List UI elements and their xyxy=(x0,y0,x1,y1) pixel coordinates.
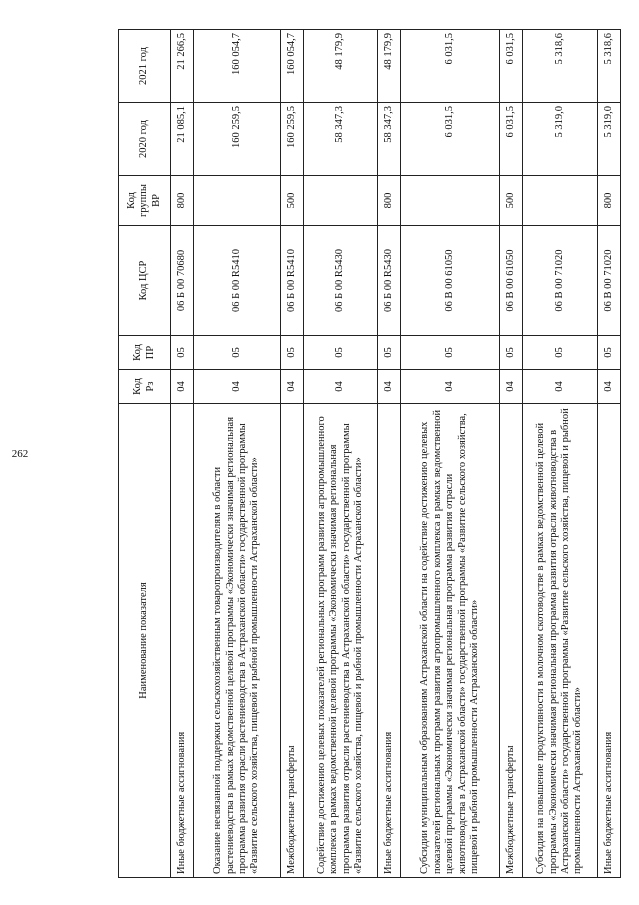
cell-pr: 05 xyxy=(194,336,281,370)
header-vr: Код группы ВР xyxy=(119,176,171,226)
table-row xyxy=(280,30,303,878)
cell-2021: 6 031,5 xyxy=(401,30,500,103)
table-row xyxy=(500,30,523,878)
cell-rz: 04 xyxy=(378,370,401,404)
cell-name: Субсидия на повышение продуктивности в молочном скотоводстве в рамках ведомственной целевой программы «Экономически значимая региональная программа развития отрасли животноводства в Астраханской области» государственной программы «Развитие сельского хозяйства, пищевой и рыбной промышленности Астраханской области» xyxy=(523,404,597,878)
table-row xyxy=(171,30,194,878)
cell-2020: 160 259,5 xyxy=(280,103,303,176)
cell-vr xyxy=(194,176,281,226)
cell-pr: 05 xyxy=(523,336,597,370)
cell-vr: 800 xyxy=(597,176,620,226)
cell-csr: 06 В 00 61050 xyxy=(500,226,523,336)
cell-2020: 6 031,5 xyxy=(401,103,500,176)
cell-pr: 05 xyxy=(378,336,401,370)
cell-pr: 05 xyxy=(500,336,523,370)
cell-2020: 5 319,0 xyxy=(597,103,620,176)
cell-pr: 05 xyxy=(597,336,620,370)
cell-vr xyxy=(523,176,597,226)
cell-csr: 06 В 00 61050 xyxy=(401,226,500,336)
cell-2020: 21 085,1 xyxy=(171,103,194,176)
cell-pr: 05 xyxy=(171,336,194,370)
table-row xyxy=(303,30,377,878)
cell-csr: 06 В 00 71020 xyxy=(523,226,597,336)
cell-name: Иные бюджетные ассигнования xyxy=(171,404,194,878)
cell-2021: 21 266,5 xyxy=(171,30,194,103)
cell-vr xyxy=(303,176,377,226)
cell-pr: 05 xyxy=(401,336,500,370)
header-csr: Код ЦСР xyxy=(119,226,171,336)
cell-csr: 06 Б 00 70680 xyxy=(171,226,194,336)
cell-rz: 04 xyxy=(597,370,620,404)
cell-csr: 06 В 00 71020 xyxy=(597,226,620,336)
cell-2020: 6 031,5 xyxy=(500,103,523,176)
cell-vr: 500 xyxy=(280,176,303,226)
cell-name: Оказание несвязанной поддержки сельскохозяйственным товаропроизводителям в области растениеводства в рамках ведомственной целевой программы «Экономически значимая региональная программа развития отрасли растениеводства в Астраханской области» государственной программы «Развитие сельского хозяйства, пищевой и рыбной промышленности Астраханской области» xyxy=(194,404,281,878)
cell-name: Межбюджетные трансферты xyxy=(280,404,303,878)
cell-2020: 160 259,5 xyxy=(194,103,281,176)
cell-rz: 04 xyxy=(523,370,597,404)
page-number: 262 xyxy=(11,448,29,460)
cell-vr: 500 xyxy=(500,176,523,226)
table-row xyxy=(194,30,281,878)
cell-rz: 04 xyxy=(194,370,281,404)
cell-name: Межбюджетные трансферты xyxy=(500,404,523,878)
cell-rz: 04 xyxy=(280,370,303,404)
cell-csr: 06 Б 00 R5430 xyxy=(378,226,401,336)
cell-name: Содействие достижению целевых показателей региональных программ развития агропромышленного комплекса в рамках ведомственной целевой программы «Экономически значимая региональная программа развития отрасли растениеводства в Астраханской области» государственной программы «Развитие сельского хозяйства, пищевой и рыбной промышленности Астраханской области» xyxy=(303,404,377,878)
cell-2021: 48 179,9 xyxy=(303,30,377,103)
table-row xyxy=(597,30,620,878)
table-row xyxy=(378,30,401,878)
header-rz: Код Рз xyxy=(119,370,171,404)
cell-2020: 5 319,0 xyxy=(523,103,597,176)
rotated-table-wrapper xyxy=(118,30,621,878)
cell-rz: 04 xyxy=(303,370,377,404)
cell-2021: 5 318,6 xyxy=(597,30,620,103)
cell-2020: 58 347,3 xyxy=(378,103,401,176)
cell-csr: 06 Б 00 R5430 xyxy=(303,226,377,336)
cell-vr: 800 xyxy=(378,176,401,226)
cell-rz: 04 xyxy=(500,370,523,404)
table-row xyxy=(523,30,597,878)
cell-2021: 5 318,6 xyxy=(523,30,597,103)
cell-2020: 58 347,3 xyxy=(303,103,377,176)
header-2021: 2021 год xyxy=(119,30,171,103)
table-body xyxy=(171,30,621,878)
cell-name: Субсидии муниципальным образованиям Астраханской области на содействие достижению целевых показателей региональных программ развития агропромышленного комплекса в рамках ведомственной целевой программы «Экономически значимая региональная программа развития отрасли животноводства в Астраханской области» государственной программы «Развитие сельского хозяйства, пищевой и рыбной промышленности Астраханской области» xyxy=(401,404,500,878)
cell-2021: 160 054,7 xyxy=(194,30,281,103)
cell-2021: 48 179,9 xyxy=(378,30,401,103)
cell-csr: 06 Б 00 R5410 xyxy=(194,226,281,336)
cell-rz: 04 xyxy=(401,370,500,404)
cell-pr: 05 xyxy=(303,336,377,370)
cell-csr: 06 Б 00 R5410 xyxy=(280,226,303,336)
cell-2021: 6 031,5 xyxy=(500,30,523,103)
header-name: Наименование показателя xyxy=(119,404,171,878)
cell-name: Иные бюджетные ассигнования xyxy=(597,404,620,878)
table-header-row xyxy=(119,30,171,878)
budget-table xyxy=(118,29,621,878)
cell-vr xyxy=(401,176,500,226)
header-pr: Код ПР xyxy=(119,336,171,370)
cell-rz: 04 xyxy=(171,370,194,404)
header-2020: 2020 год xyxy=(119,103,171,176)
cell-vr: 800 xyxy=(171,176,194,226)
cell-name: Иные бюджетные ассигнования xyxy=(378,404,401,878)
cell-pr: 05 xyxy=(280,336,303,370)
cell-2021: 160 054,7 xyxy=(280,30,303,103)
table-row xyxy=(401,30,500,878)
